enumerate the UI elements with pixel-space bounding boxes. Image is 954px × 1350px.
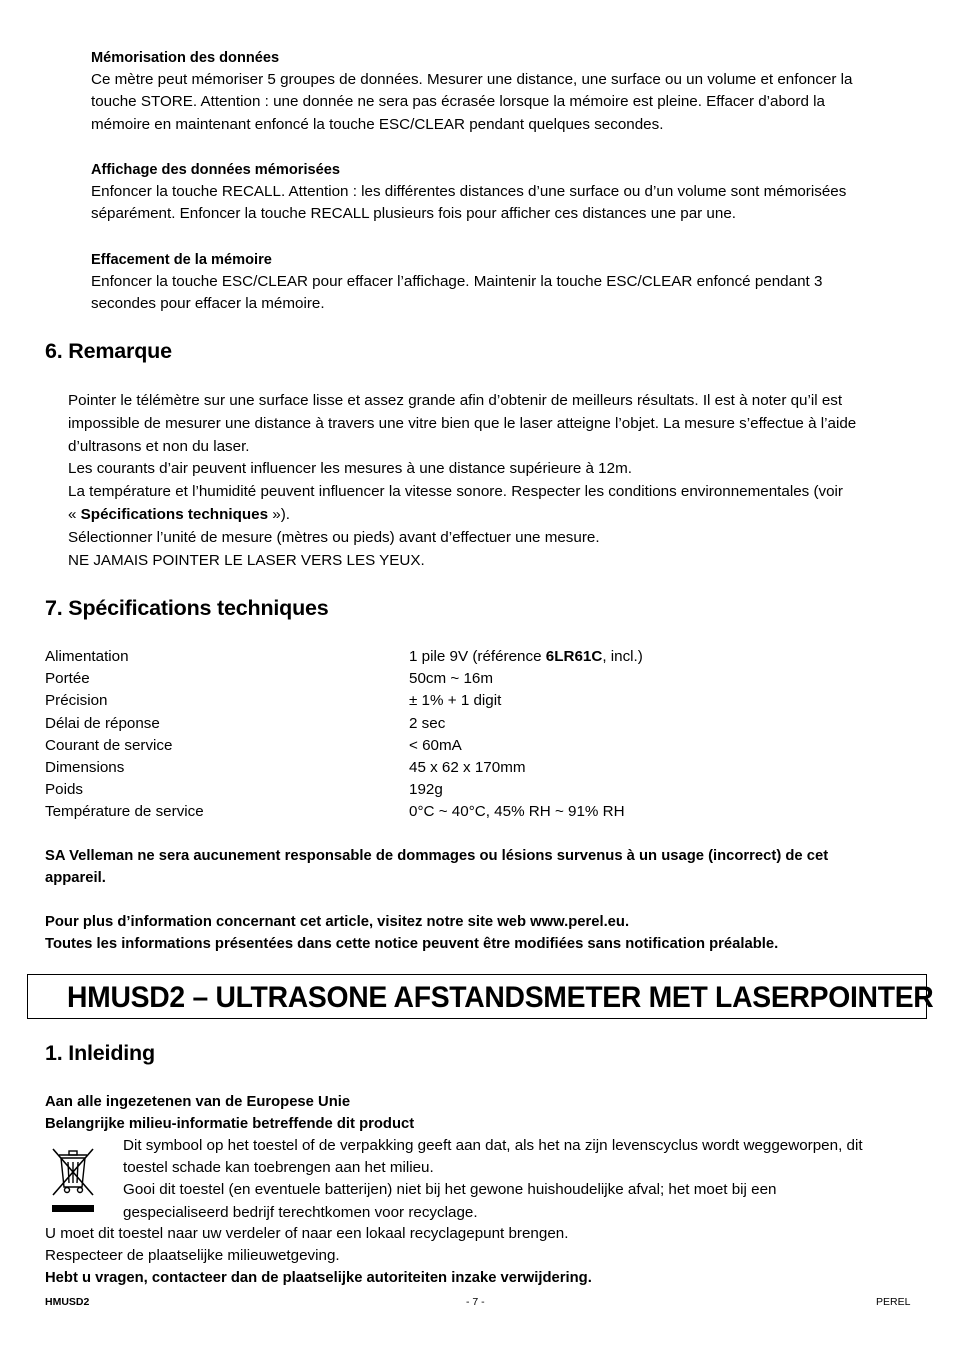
spec-value: < 60mA (409, 736, 462, 754)
spec-value: 192g (409, 781, 443, 799)
spec-value: ± 1% + 1 digit (409, 692, 502, 710)
memorisation-line: mémoire en maintenant enfoncé la touche ESC/CLEAR pendant quelques secondes. (91, 115, 664, 133)
spec-label: Température de service (45, 803, 204, 821)
spec-row (45, 735, 745, 757)
memorisation-line: touche STORE. Attention : une donnée ne sera pas écrasée lorsque la mémoire est pleine. Effacer d’abord la (91, 93, 825, 111)
spec-label: Poids (45, 781, 83, 799)
memorisation-line: Ce mètre peut mémoriser 5 groupes de données. Mesurer une distance, une surface ou un volume et enfoncer la (91, 71, 853, 89)
spec-row (45, 757, 745, 779)
remarque-reference (68, 504, 898, 527)
remarque-line: Sélectionner l’unité de mesure (mètres ou pieds) avant d’effectuer une mesure. (68, 528, 600, 546)
spec-row (45, 713, 745, 735)
affichage-line: Enfoncer la touche RECALL. Attention : les différentes distances d’une surface ou d’un volume sont mémorisées (91, 183, 847, 201)
effacement-heading: Effacement de la mémoire (91, 252, 272, 268)
memorisation-section (91, 47, 901, 136)
reference-specs: Spécifications techniques (80, 505, 269, 523)
liability-line: appareil. (45, 870, 106, 886)
nl-title-box (27, 974, 934, 1019)
spec-label: Précision (45, 692, 108, 710)
spec-value (409, 646, 643, 668)
inleiding-heading: 1. Inleiding (45, 1041, 155, 1065)
inleiding-bold-line: Belangrijke milieu-informatie betreffende dit product (45, 1116, 415, 1133)
effacement-section (91, 249, 901, 316)
weee-line: toestel schade kan toebrengen aan het milieu. (123, 1159, 434, 1177)
inleiding-line: U moet dit toestel naar uw verdeler of naar een lokaal recyclagepunt brengen. (45, 1225, 569, 1242)
liability-line: SA Velleman ne sera aucunement responsable de dommages ou lésions survenus à un usage (incorrect) de cet (45, 848, 829, 864)
remarque-line: d’ultrasons et non du laser. (68, 437, 250, 455)
affichage-section (91, 159, 901, 226)
inleiding-contact-line: Hebt u vragen, contacteer dan de plaatselijke autoriteiten inzake verwijdering. (45, 1270, 592, 1287)
weee-line: Gooi dit toestel (en eventuele batterijen) niet bij het gewone huishoudelijke afval; het moet bij een (123, 1181, 777, 1199)
spec-row (45, 801, 745, 823)
effacement-line: Enfoncer la touche ESC/CLEAR pour effacer l’affichage. Maintenir la touche ESC/CLEAR enfoncé pendant 3 (91, 273, 823, 291)
effacement-line: secondes pour effacer la mémoire. (91, 295, 325, 313)
weee-line: gespecialiseerd bedrijf terechtkomen voor recyclage. (123, 1203, 478, 1221)
liability-note (45, 845, 905, 889)
spec-value-bold: 6LR61C (545, 648, 603, 665)
footer-model: HMUSD2 (45, 1296, 90, 1308)
reference-open: « (68, 505, 81, 523)
weee-bin-icon (45, 1141, 101, 1217)
footer-brand: PEREL (876, 1296, 911, 1308)
spec-label: Délai de réponse (45, 714, 160, 732)
remarque-line: La température et l’humidité peuvent influencer la vitesse sonore. Respecter les conditions environnementales (voir (68, 483, 843, 501)
spec-label: Portée (45, 670, 90, 688)
remarque-body (68, 390, 898, 572)
spec-value-post: , incl.) (602, 648, 643, 665)
inleiding-bold-line: Aan alle ingezetenen van de Europese Unie (45, 1094, 351, 1110)
spec-row (45, 690, 745, 712)
spec-row (45, 779, 745, 801)
spec-value: 0°C ~ 40°C, 45% RH ~ 91% RH (409, 803, 625, 821)
weee-text (123, 1135, 908, 1224)
spec-label: Dimensions (45, 758, 125, 776)
spec-label: Courant de service (45, 736, 173, 754)
nl-title: HMUSD2 – ULTRASONE AFSTANDSMETER MET LASERPOINTER (67, 981, 934, 1014)
specs-heading: 7. Spécifications techniques (45, 596, 329, 620)
footer-page-number: - 7 - (466, 1296, 485, 1308)
remarque-line: impossible de mesurer une distance à travers une vitre bien que le laser atteigne l’objet. La mesure s’effectue à l’aide (68, 414, 857, 432)
info-line: Pour plus d’information concernant cet article, visitez notre site web www.perel.eu. (45, 914, 630, 930)
spec-value: 2 sec (409, 714, 446, 732)
affichage-heading: Affichage des données mémorisées (91, 162, 340, 178)
remarque-line: Les courants d’air peuvent influencer les mesures à une distance supérieure à 12m. (68, 460, 632, 478)
inleiding-intro (45, 1091, 905, 1135)
spec-value-pre: 1 pile 9V (référence (409, 648, 546, 665)
weee-line: Dit symbool op het toestel of de verpakking geeft aan dat, als het na zijn levenscyclus wordt weggeworpen, dit (123, 1137, 863, 1154)
remarque-warning: NE JAMAIS POINTER LE LASER VERS LES YEUX. (68, 551, 425, 569)
remarque-heading: 6. Remarque (45, 339, 172, 363)
affichage-line: séparément. Enfoncer la touche RECALL plusieurs fois pour afficher ces distances une par une. (91, 205, 736, 223)
info-line: Toutes les informations présentées dans cette notice peuvent être modifiées sans notification préalable. (45, 936, 779, 952)
inleiding-after (45, 1223, 905, 1290)
spec-value: 50cm ~ 16m (409, 670, 493, 688)
spec-row (45, 646, 745, 668)
specs-table (45, 646, 745, 824)
spec-label: Alimentation (45, 648, 129, 665)
info-note (45, 911, 905, 955)
spec-row (45, 668, 745, 690)
remarque-line: Pointer le télémètre sur une surface lisse et assez grande afin d’obtenir de meilleurs résultats. Il est à noter qu’il est (68, 392, 843, 409)
memorisation-heading: Mémorisation des données (91, 50, 280, 66)
spec-value: 45 x 62 x 170mm (409, 758, 526, 776)
inleiding-line: Respecteer de plaatselijke milieuwetgeving. (45, 1247, 340, 1265)
reference-close: »). (268, 505, 290, 523)
